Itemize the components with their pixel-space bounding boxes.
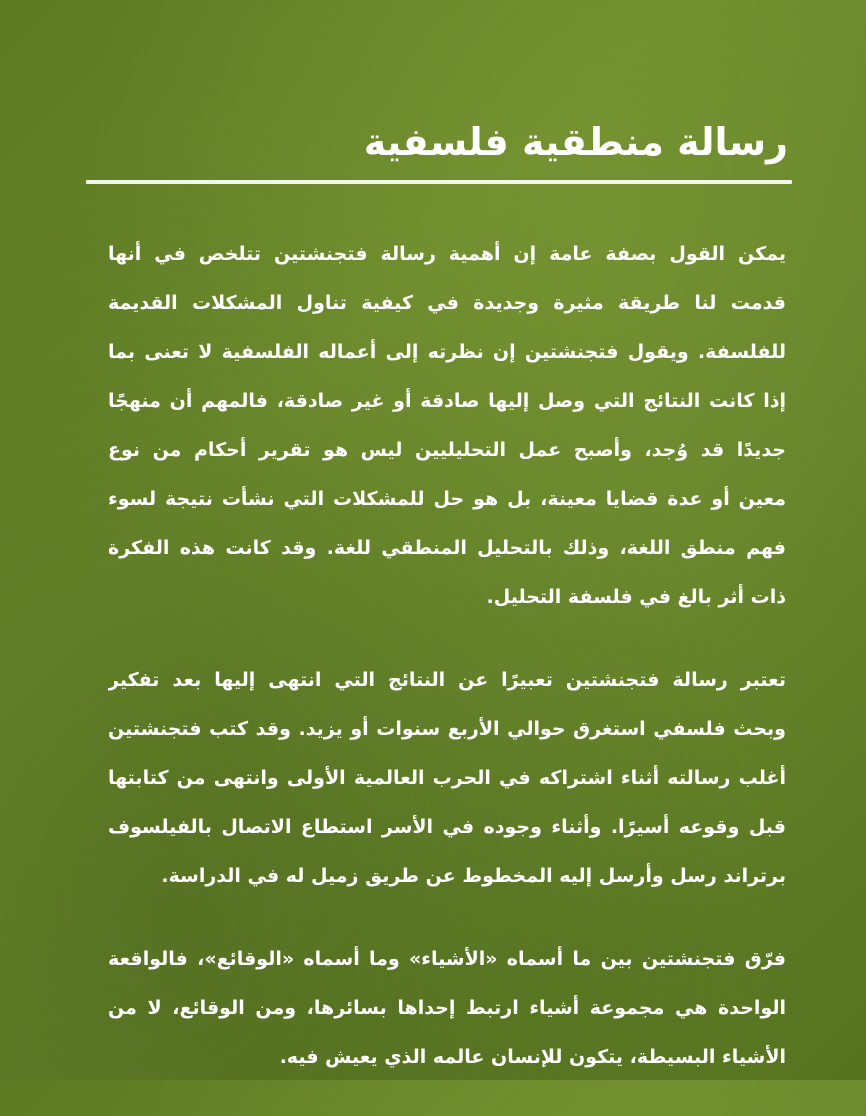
body-text [108, 230, 786, 1116]
text-line: للفلسفة. ويقول فتجنشتين إن نظرته إلى أعماله الفلسفية لا تعنى بما [108, 341, 786, 363]
text-line: وبحث فلسفي استغرق حوالي الأربع سنوات أو يزيد. وقد كتب فتجنشتين [108, 718, 786, 740]
text-line: قدمت لنا طريقة مثيرة وجديدة في كيفية تناول المشكلات القديمة [108, 292, 786, 314]
text-line: جديدًا قد وُجد، وأصبح عمل التحليليين ليس هو تقرير أحكام من نوع [108, 439, 786, 461]
text-line: أغلب رسالته أثناء اشتراكه في الحرب العالمية الأولى وانتهى من كتابتها [108, 767, 786, 789]
text-line: ذات أثر بالغ في فلسفة التحليل. [486, 586, 786, 608]
text-line: معين أو عدة قضايا معينة، بل هو حل للمشكلات التي نشأت نتيجة لسوء [108, 488, 786, 510]
title-divider [86, 180, 792, 184]
paragraph-1 [108, 230, 786, 622]
text-line: الأشياء البسيطة، يتكون للإنسان عالمه الذي يعيش فيه. [279, 1046, 786, 1068]
paragraph-2 [108, 656, 786, 901]
text-line: برتراند رسل وأرسل إليه المخطوط عن طريق زميل له في الدراسة. [161, 865, 786, 887]
text-line: قبل وقوعه أسيرًا. وأثناء وجوده في الأسر استطاع الاتصال بالفيلسوف [108, 816, 786, 838]
paragraph-3 [108, 935, 786, 1082]
text-line: تعتبر رسالة فتجنشتين تعبيرًا عن النتائج التي انتهى إليها بعد تفكير [108, 669, 786, 691]
text-line: الواحدة هي مجموعة أشياء ارتبط إحداها بسائرها، ومن الوقائع، لا من [108, 997, 786, 1019]
section-title: رسالة منطقية فلسفية [363, 120, 788, 164]
text-line: فهم منطق اللغة، وذلك بالتحليل المنطقي للغة. وقد كانت هذه الفكرة [108, 537, 786, 559]
text-line: فرّق فتجنشتين بين ما أسماه «الأشياء» وما أسماه «الوقائع»، فالواقعة [108, 948, 786, 970]
text-line: يمكن القول بصفة عامة إن أهمية رسالة فتجنشتين تتلخص في أنها [108, 243, 786, 265]
text-line: إذا كانت النتائج التي وصل إليها صادقة أو غير صادقة، فالمهم أن منهجًا [108, 390, 786, 412]
